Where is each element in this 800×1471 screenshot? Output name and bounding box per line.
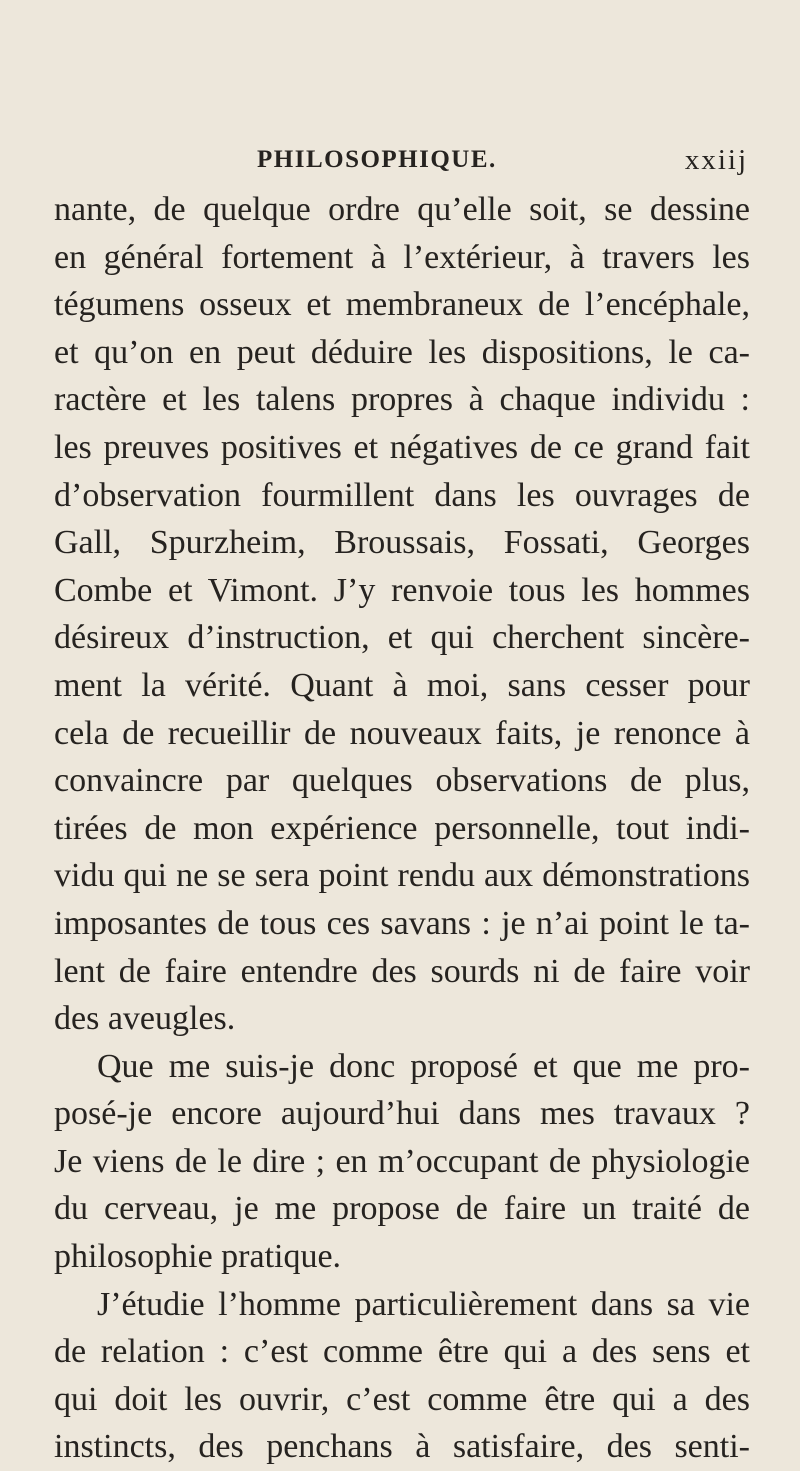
text-line: vidu qui ne se sera point rendu aux démonstrations bbox=[54, 857, 750, 895]
text-line: Que me suis-je donc proposé et que me pro- bbox=[97, 1047, 750, 1085]
text-line: lent de faire entendre des sourds ni de faire voir bbox=[54, 952, 750, 990]
running-title: PHILOSOPHIQUE. bbox=[257, 146, 497, 173]
text-line: tégumens osseux et membraneux de l’encéphale, bbox=[54, 286, 750, 324]
running-head bbox=[54, 146, 750, 182]
text-line: Combe et Vimont. J’y renvoie tous les hommes bbox=[54, 571, 750, 609]
text-line: ractère et les talens propres à chaque individu : bbox=[54, 381, 750, 419]
text-line: Je viens de le dire ; en m’occupant de physiologie bbox=[54, 1142, 750, 1180]
text-line: imposantes de tous ces savans : je n’ai point le ta- bbox=[54, 904, 750, 942]
text-line: désireux d’instruction, et qui cherchent sincère- bbox=[54, 619, 750, 657]
text-line: du cerveau, je me propose de faire un traité de bbox=[54, 1190, 750, 1228]
text-line: instincts, des penchans à satisfaire, des senti- bbox=[54, 1428, 750, 1466]
text-line: J’étudie l’homme particulièrement dans sa vie bbox=[97, 1285, 750, 1323]
text-line: tirées de mon expérience personnelle, tout indi- bbox=[54, 809, 750, 847]
text-line: les preuves positives et négatives de ce grand fait bbox=[54, 428, 750, 466]
text-line: ment la vérité. Quant à moi, sans cesser pour bbox=[54, 666, 750, 704]
text-line: nante, de quelque ordre qu’elle soit, se dessine bbox=[54, 191, 750, 228]
text-line: de relation : c’est comme être qui a des sens et bbox=[54, 1333, 750, 1371]
page-number: xxiij bbox=[684, 144, 748, 176]
text-line: qui doit les ouvrir, c’est comme être qui a des bbox=[54, 1380, 750, 1418]
text-line: et qu’on en peut déduire les dispositions, le ca- bbox=[54, 333, 750, 371]
text-line: en général fortement à l’extérieur, à travers les bbox=[54, 238, 750, 276]
text-line: des aveugles. bbox=[54, 1000, 236, 1038]
text-line: convaincre par quelques observations de plus, bbox=[54, 762, 750, 800]
text-line: cela de recueillir de nouveaux faits, je renonce à bbox=[54, 714, 750, 752]
text-line: d’observation fourmillent dans les ouvrages de bbox=[54, 476, 750, 514]
body-text bbox=[54, 186, 750, 1471]
text-line: Gall, Spurzheim, Broussais, Fossati, Georges bbox=[54, 524, 750, 562]
text-line: posé-je encore aujourd’hui dans mes travaux ? bbox=[54, 1095, 750, 1133]
text-line: philosophie pratique. bbox=[54, 1238, 342, 1276]
